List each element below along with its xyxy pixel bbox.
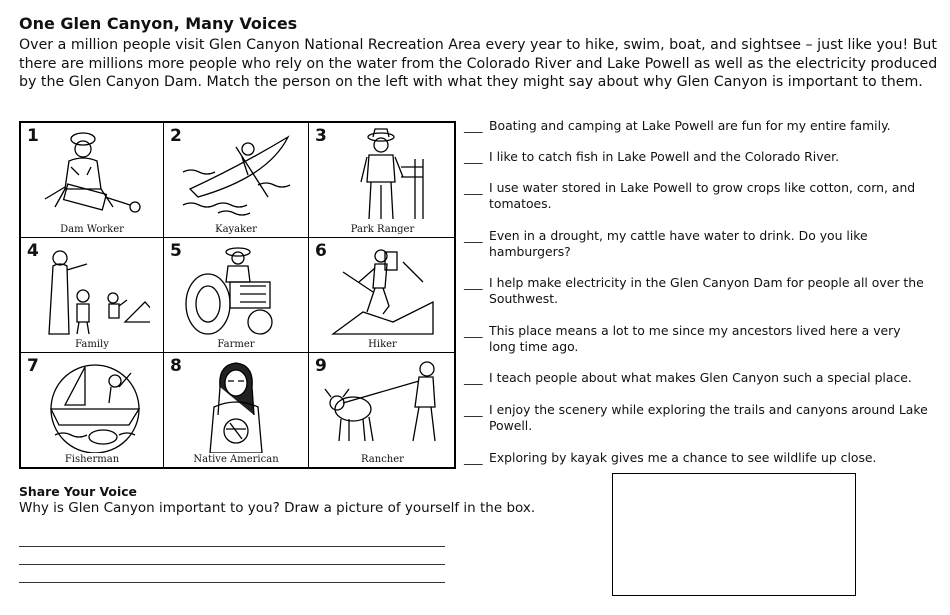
writing-line[interactable] [19, 582, 445, 583]
statement-text: I use water stored in Lake Powell to grow crops like cotton, corn, and tomatoes. [489, 180, 916, 211]
share-heading: Share Your Voice [19, 484, 137, 499]
statement-item [464, 149, 929, 165]
statement-item [464, 402, 929, 434]
page-title: One Glen Canyon, Many Voices [19, 14, 298, 33]
person-caption: Dam Worker [60, 224, 124, 235]
statement-text: Even in a drought, my cattle have water to drink. Do you like hamburgers? [489, 228, 868, 259]
fisherman-illustration [35, 357, 150, 453]
statement-text: Boating and camping at Lake Powell are fun for my entire family. [489, 118, 891, 133]
person-cell-hiker [309, 238, 456, 353]
statement-item [464, 450, 929, 466]
answer-blank[interactable]: ___ [464, 149, 483, 164]
person-number: 5 [170, 241, 182, 261]
statement-text: I teach people about what makes Glen Canyon such a special place. [489, 370, 912, 385]
answer-blank[interactable]: ___ [464, 228, 483, 243]
person-cell-native-american [164, 353, 309, 467]
person-number: 8 [170, 356, 182, 376]
answer-blank[interactable]: ___ [464, 275, 483, 290]
writing-line[interactable] [19, 546, 445, 547]
statement-item [464, 118, 929, 134]
person-cell-kayaker [164, 123, 309, 238]
answer-blank[interactable]: ___ [464, 118, 483, 133]
statement-text: I help make electricity in the Glen Canyon Dam for people all over the Southwest. [489, 275, 924, 306]
drawing-box[interactable] [612, 473, 856, 596]
person-cell-park-ranger [309, 123, 456, 238]
answer-blank[interactable]: ___ [464, 323, 483, 338]
person-number: 4 [27, 241, 39, 261]
statement-text: Exploring by kayak gives me a chance to see wildlife up close. [489, 450, 877, 465]
person-number: 1 [27, 126, 39, 146]
intro-paragraph: Over a million people visit Glen Canyon National Recreation Area every year to hike, swim, boat, and sightsee – just like you! But there are millions more people who rely on the water from the Colorado River and Lake Powell as well as the electricity produced by the Glen Canyon Dam. Match the person on the left with what they might say about why Glen Canyon is important to them. [19, 37, 938, 90]
rancher-illustration [323, 357, 438, 453]
statement-item [464, 180, 929, 212]
statement-item [464, 370, 929, 386]
statement-item [464, 323, 929, 355]
dam-worker-illustration [35, 127, 150, 223]
person-number: 9 [315, 356, 327, 376]
native-american-illustration [178, 357, 293, 453]
person-number: 2 [170, 126, 182, 146]
answer-blank[interactable]: ___ [464, 180, 483, 195]
person-caption: Kayaker [215, 224, 257, 235]
answer-blank[interactable]: ___ [464, 450, 483, 465]
kayaker-illustration [178, 127, 293, 223]
person-caption: Family [75, 339, 109, 350]
person-caption: Park Ranger [350, 224, 415, 235]
hiker-illustration [323, 242, 438, 338]
person-caption: Farmer [217, 339, 255, 350]
person-cell-rancher [309, 353, 456, 467]
answer-blank[interactable]: ___ [464, 402, 483, 417]
statement-text: I enjoy the scenery while exploring the trails and canyons around Lake Powell. [489, 402, 928, 433]
person-cell-fisherman [21, 353, 164, 467]
person-cell-farmer [164, 238, 309, 353]
writing-line[interactable] [19, 564, 445, 565]
person-caption: Native American [193, 454, 279, 465]
statement-text: I like to catch fish in Lake Powell and the Colorado River. [489, 149, 840, 164]
person-caption: Hiker [368, 339, 397, 350]
people-grid [19, 121, 456, 469]
person-caption: Fisherman [64, 454, 120, 465]
park-ranger-illustration [323, 127, 438, 223]
answer-blank[interactable]: ___ [464, 370, 483, 385]
person-cell-dam-worker [21, 123, 164, 238]
person-number: 6 [315, 241, 327, 261]
person-caption: Rancher [361, 454, 404, 465]
person-number: 7 [27, 356, 39, 376]
statement-item [464, 275, 929, 307]
share-question: Why is Glen Canyon important to you? Draw a picture of yourself in the box. [19, 500, 536, 516]
person-number: 3 [315, 126, 327, 146]
farmer-illustration [178, 242, 293, 338]
statement-text: This place means a lot to me since my ancestors lived here a very long time ago. [489, 323, 901, 354]
family-illustration [35, 242, 150, 338]
person-cell-family [21, 238, 164, 353]
statement-item [464, 228, 929, 260]
